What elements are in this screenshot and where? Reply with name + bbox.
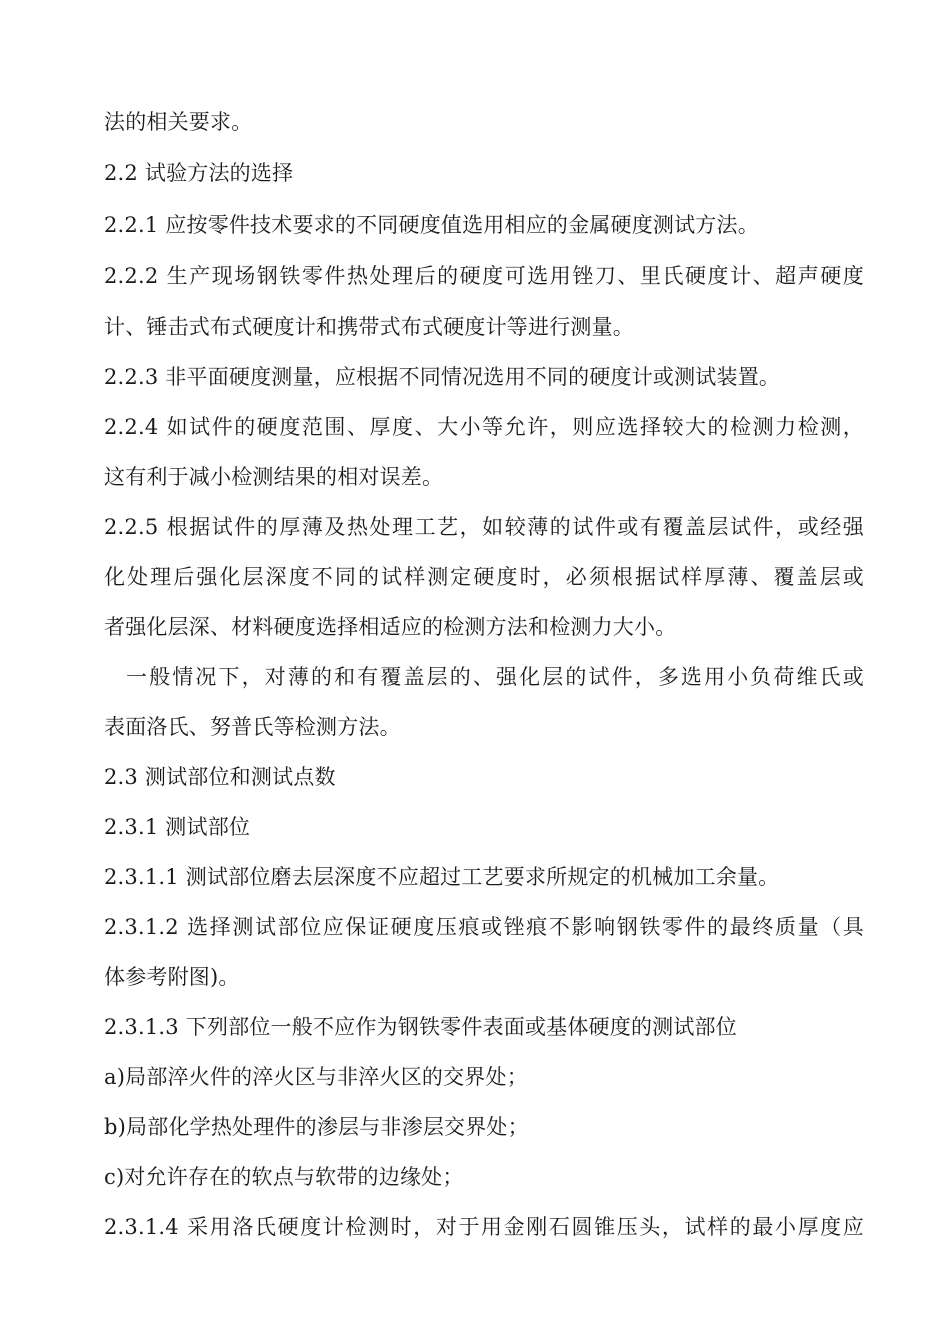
section-heading-2-3-1: 2.3.1 测试部位 xyxy=(104,815,251,839)
paragraph-line: 计、锤击式布式硬度计和携带式布式硬度计等进行测量。 xyxy=(104,315,634,339)
paragraph-line: 2.3.1.3 下列部位一般不应作为钢铁零件表面或基体硬度的测试部位 xyxy=(104,1015,737,1039)
paragraph-line: 2.3.1.1 测试部位磨去层深度不应超过工艺要求所规定的机械加工余量。 xyxy=(104,865,780,889)
paragraph-line: 2.3.1.4 采用洛氏硬度计检测时，对于用金刚石圆锥压头，试样的最小厚度应 xyxy=(104,1215,864,1239)
paragraph-line: 2.2.4 如试件的硬度范围、厚度、大小等允许，则应选择较大的检测力检测， xyxy=(104,415,864,439)
paragraph-line: 2.2.2 生产现场钢铁零件热处理后的硬度可选用锉刀、里氏硬度计、超声硬度 xyxy=(104,264,864,288)
paragraph-line-indented: 一般情况下，对薄的和有覆盖层的、强化层的试件，多选用小负荷维氏或 xyxy=(126,665,864,689)
paragraph-line: 法的相关要求。 xyxy=(104,110,253,134)
section-heading-2-3: 2.3 测试部位和测试点数 xyxy=(104,765,336,789)
paragraph-line: 这有利于减小检测结果的相对误差。 xyxy=(104,465,444,489)
paragraph-line: 2.2.5 根据试件的厚薄及热处理工艺，如较薄的试件或有覆盖层试件，或经强 xyxy=(104,515,864,539)
paragraph-line: 2.3.1.2 选择测试部位应保证硬度压痕或锉痕不影响钢铁零件的最终质量（具 xyxy=(104,915,864,939)
list-item-c: c)对允许存在的软点与软带的边缘处； xyxy=(104,1165,464,1189)
section-heading-2-2: 2.2 试验方法的选择 xyxy=(104,161,294,185)
list-item-a: a)局部淬火件的淬火区与非淬火区的交界处； xyxy=(104,1065,528,1089)
list-item-b: b)局部化学热处理件的渗层与非渗层交界处； xyxy=(104,1115,529,1139)
paragraph-line: 体参考附图)。 xyxy=(104,965,240,989)
paragraph-line: 化处理后强化层深度不同的试样测定硬度时，必须根据试样厚薄、覆盖层或 xyxy=(104,565,864,589)
paragraph-line: 2.2.3 非平面硬度测量，应根据不同情况选用不同的硬度计或测试装置。 xyxy=(104,365,781,389)
paragraph-line: 2.2.1 应按零件技术要求的不同硬度值选用相应的金属硬度测试方法。 xyxy=(104,213,759,237)
paragraph-line: 者强化层深、材料硬度选择相适应的检测方法和检测力大小。 xyxy=(104,615,677,639)
paragraph-line: 表面洛氏、努普氏等检测方法。 xyxy=(104,715,401,739)
